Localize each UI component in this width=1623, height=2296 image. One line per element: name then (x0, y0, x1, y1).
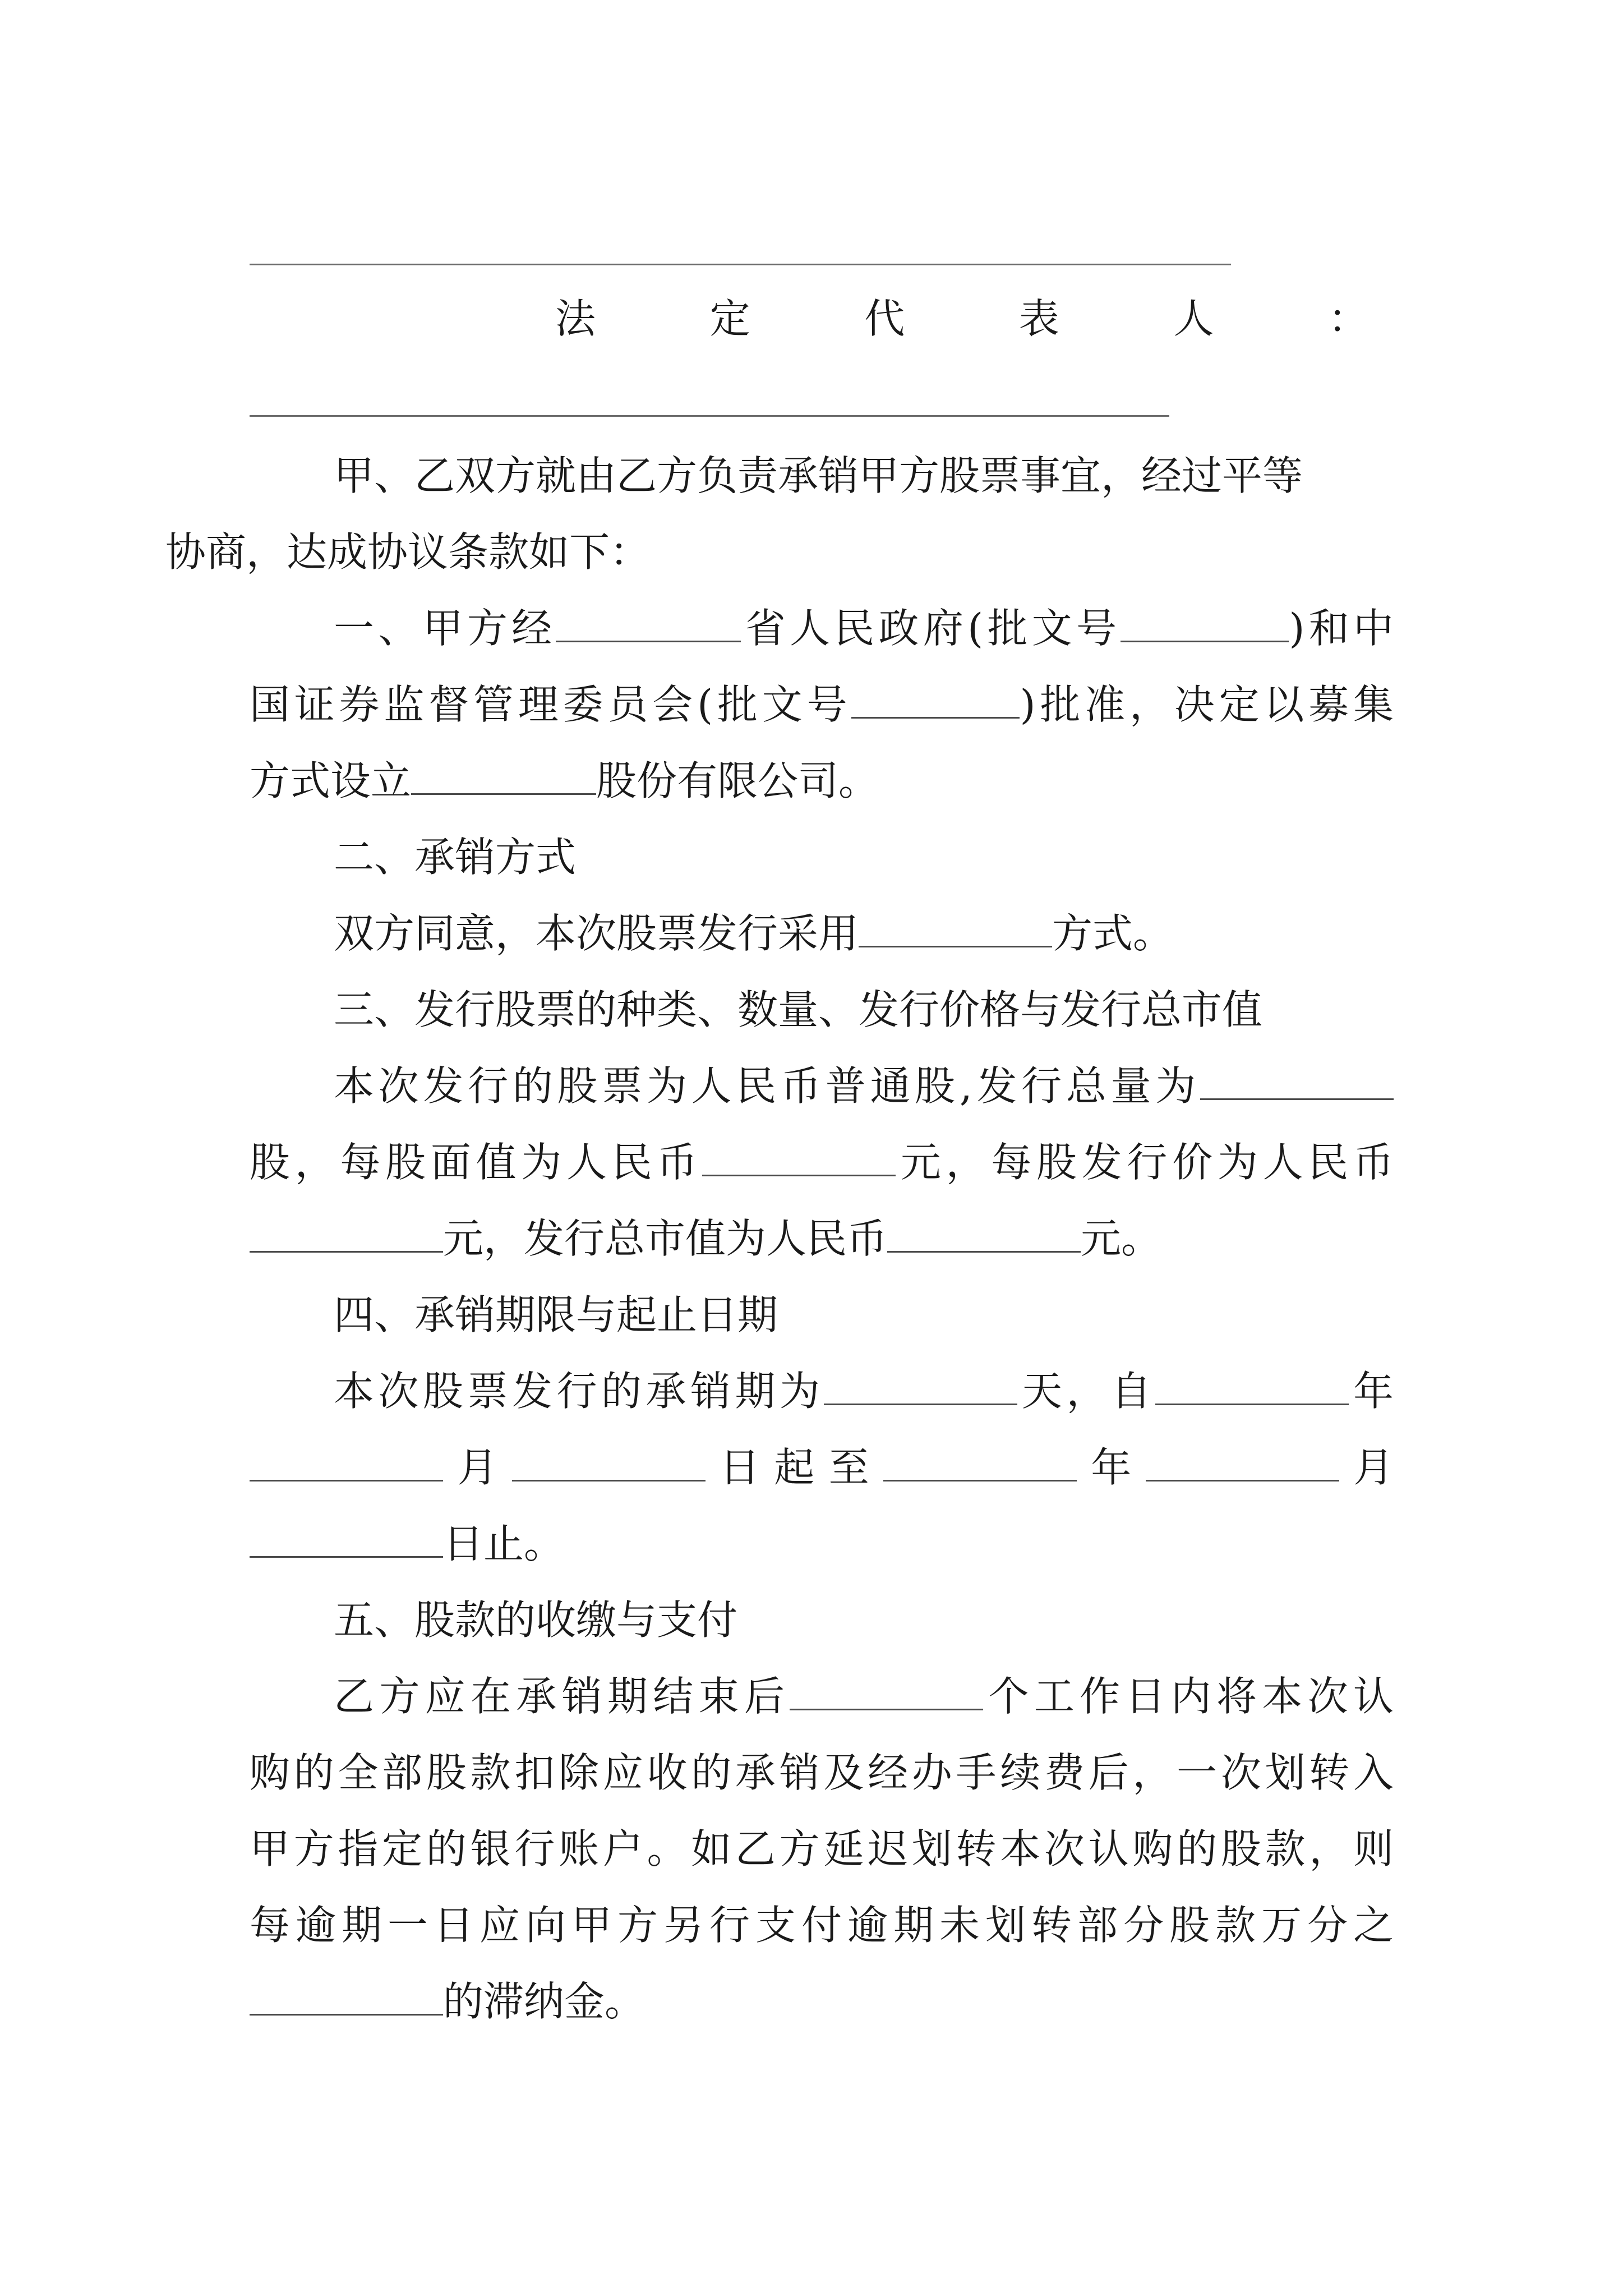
section-3-line-1: 本次发行的股票为人民币普通股,发行总量为 (250, 1048, 1394, 1124)
section-3-title: 三、发行股票的种类、数量、发行价格与发行总市值 (334, 986, 1263, 1033)
issue-price-blank[interactable] (250, 1218, 443, 1253)
section-5-line-4: 每逾期一日应向甲方另行支付逾期未划转部分股款万分之 (250, 1902, 1394, 1949)
section-5-line-1: 乙方应在承销期结束后 个工作日内将本次认 (334, 1673, 1394, 1720)
par-value-blank[interactable] (702, 1142, 896, 1176)
province-approval-no-blank[interactable] (1121, 608, 1289, 642)
signature-underline-top (250, 264, 1231, 265)
legal-rep-char: 法 (555, 295, 596, 342)
section-2-paragraph: 双方同意，本次股票发行采用 方式。 (334, 910, 1174, 957)
end-month-blank[interactable] (1146, 1447, 1339, 1481)
intro-line-1: 甲、乙双方就由乙方负责承销甲方股票事宜，经过平等 (334, 452, 1303, 499)
section-1-line-1: 一、甲方经 省人民政府(批文号 )和中 (334, 605, 1394, 652)
province-blank[interactable] (556, 608, 741, 642)
legal-rep-char: 人 (1173, 295, 1214, 342)
total-shares-blank[interactable] (1200, 1066, 1394, 1100)
late-fee-rate-blank[interactable] (250, 1981, 443, 2016)
section-1-line-2: 国证券监督管理委员会(批文号 )批准，决定以募集 (250, 681, 1394, 728)
section-1-paragraph (250, 590, 1394, 819)
legal-rep-char: ： (1327, 295, 1368, 342)
section-3-line-2: 股，每股面值为人民币 元，每股发行价为人民币 (250, 1139, 1394, 1186)
signature-underline-bottom (250, 415, 1169, 417)
csrc-approval-no-blank[interactable] (851, 684, 1020, 719)
section-4-paragraph (250, 1353, 1394, 1582)
company-name-blank[interactable] (411, 761, 596, 795)
end-day-blank[interactable] (250, 1524, 443, 1558)
end-year-blank[interactable] (883, 1447, 1077, 1481)
section-5-line-3: 甲方指定的银行账户。如乙方延迟划转本次认购的股款，则 (250, 1825, 1394, 1872)
section-3-paragraph (250, 1048, 1394, 1277)
start-day-blank[interactable] (512, 1447, 706, 1481)
start-year-blank[interactable] (1155, 1371, 1349, 1405)
start-month-blank[interactable] (250, 1447, 443, 1481)
total-market-value-blank[interactable] (887, 1218, 1081, 1253)
intro-line-2: 协商，达成协议条款如下： (165, 528, 651, 576)
legal-representative-label (555, 291, 1368, 347)
section-4-line-2: 月 日起至 年 月 (250, 1429, 1394, 1506)
legal-rep-char: 定 (709, 295, 750, 342)
section-5-paragraph (250, 1658, 1394, 2040)
section-5-title: 五、股款的收缴与支付 (334, 1596, 738, 1644)
legal-rep-char: 表 (1018, 295, 1059, 342)
legal-rep-char: 代 (864, 295, 905, 342)
section-5-line-2: 购的全部股款扣除应收的承销及经办手续费后，一次划转入 (250, 1749, 1394, 1796)
working-days-blank[interactable] (790, 1676, 983, 1710)
section-5-line-5: 的滞纳金。 (250, 1963, 1394, 2040)
section-1-line-3: 方式设立 股份有限公司。 (250, 757, 879, 804)
section-4-line-3: 日止。 (250, 1506, 1394, 1582)
section-4-line-1: 本次股票发行的承销期为 天，自 年 (334, 1368, 1394, 1415)
section-2-title: 二、承销方式 (334, 834, 577, 881)
section-3-line-3: 元，发行总市值为人民币 元。 (250, 1200, 1394, 1277)
underwriting-days-blank[interactable] (824, 1371, 1017, 1405)
underwriting-method-blank[interactable] (859, 913, 1052, 947)
intro-paragraph (165, 438, 1394, 590)
section-4-title: 四、承销期限与起止日期 (334, 1291, 778, 1338)
